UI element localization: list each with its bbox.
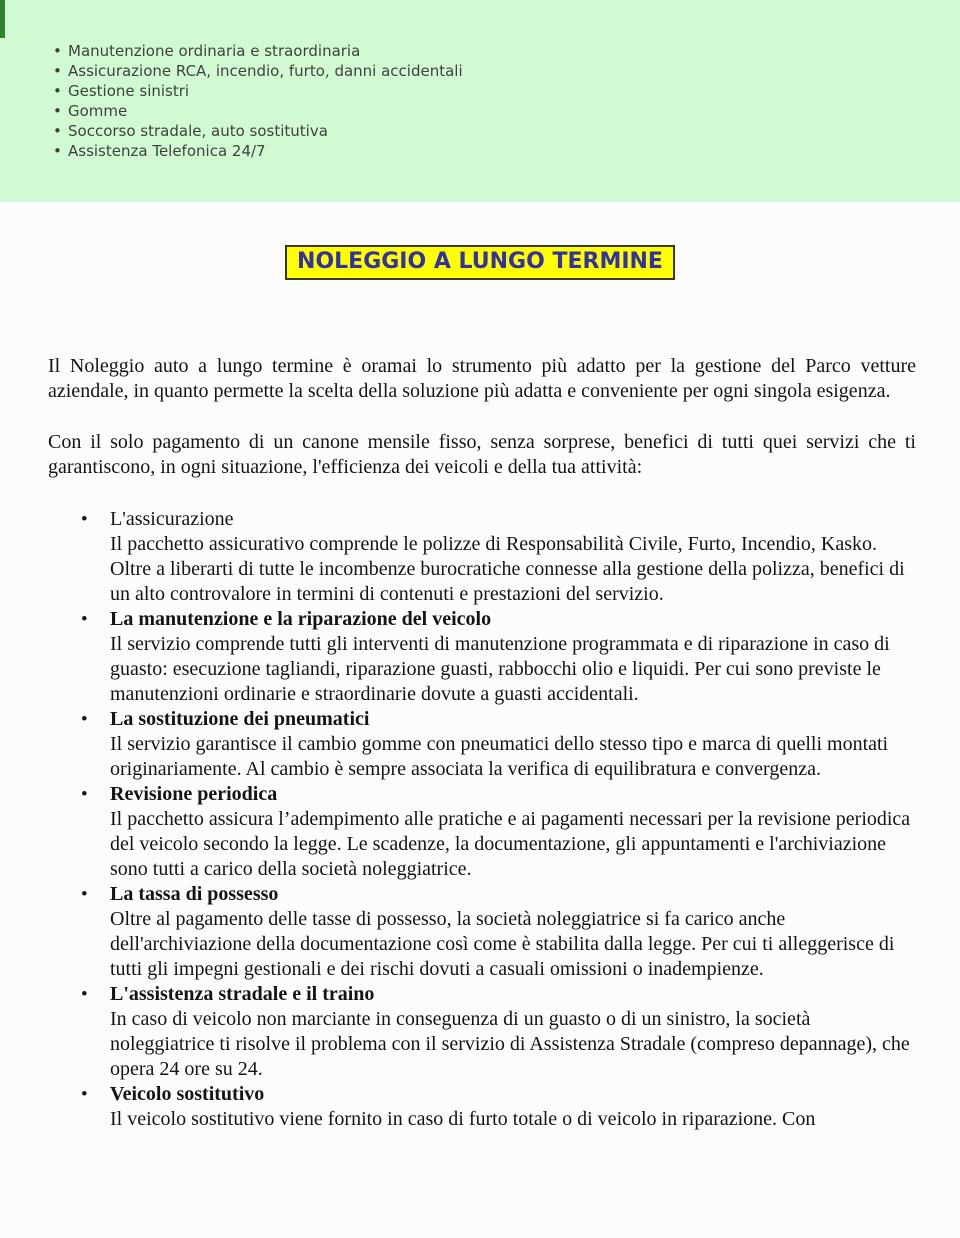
benefit-description: Il pacchetto assicurativo comprende le polizze di Responsabilità Civile, Furto, Incendio, Kasko. Oltre a liberarti di tutte le incombenze burocratiche connesse alla gestione della polizza, benefici di un alto controvalore in termini di contenuti e prestazioni del servizio. (110, 533, 905, 605)
intro-paragraph-2: Con il solo pagamento di un canone mensile fisso, senza sorprese, benefici di tutti quei servizi che ti garantiscono, in ogni situazione, l'efficienza dei veicoli e della tua attività: (48, 431, 916, 478)
benefit-item (110, 782, 916, 882)
benefits-list (48, 507, 916, 1132)
service-item: • Manutenzione ordinaria e straordinaria (68, 41, 960, 61)
benefit-title: • L'assicurazione (110, 508, 234, 530)
benefit-title: • La sostituzione dei pneumatici (110, 708, 370, 730)
benefit-description: Il veicolo sostitutivo viene fornito in caso di furto totale o di veicolo in riparazione. Con (110, 1108, 816, 1130)
corner-accent-bar (0, 0, 5, 38)
benefit-item (110, 982, 916, 1082)
service-item: • Gestione sinistri (68, 81, 960, 101)
services-banner (0, 0, 960, 202)
benefit-item (110, 882, 916, 982)
benefit-item (110, 507, 916, 607)
page-title: NOLEGGIO A LUNGO TERMINE (285, 245, 675, 280)
benefit-description: Il pacchetto assicura l’adempimento alle pratiche e ai pagamenti necessari per la revisione periodica del veicolo secondo la legge. Le scadenze, la documentazione, gli appuntamenti e l'archiviazione sono tutti a carico della società noleggiatrice. (110, 808, 911, 880)
benefit-description: In caso di veicolo non marciante in conseguenza di un guasto o di un sinistro, la società noleggiatrice ti risolve il problema con il servizio di Assistenza Stradale (compreso depannage), che opera 24 ore su 24. (110, 1008, 910, 1080)
benefit-item (110, 607, 916, 707)
services-list (0, 0, 960, 161)
benefit-description: Il servizio garantisce il cambio gomme con pneumatici dello stesso tipo e marca di quelli montati originariamente. Al cambio è sempre associata la verifica di equilibratura e convergenza. (110, 733, 889, 780)
main-content (0, 354, 960, 1132)
benefit-title: • L'assistenza stradale e il traino (110, 983, 375, 1005)
service-item: • Gomme (68, 101, 960, 121)
benefit-description: Il servizio comprende tutti gli interventi di manutenzione programmata e di riparazione in caso di guasto: esecuzione tagliandi, riparazione guasti, rabbocchi olio e liquidi. Per cui sono previste le manutenzioni ordinarie e straordinarie dovute a guasti accidentali. (110, 633, 890, 705)
service-item: • Assicurazione RCA, incendio, furto, danni accidentali (68, 61, 960, 81)
benefit-title: • La manutenzione e la riparazione del veicolo (110, 608, 492, 630)
service-item: • Assistenza Telefonica 24/7 (68, 141, 960, 161)
service-item: • Soccorso stradale, auto sostitutiva (68, 121, 960, 141)
title-row (0, 202, 960, 280)
intro-paragraph-1: Il Noleggio auto a lungo termine è oramai lo strumento più adatto per la gestione del Parco vetture aziendale, in quanto permette la scelta della soluzione più adatta e conveniente per ogni singola esigenza. (48, 355, 916, 402)
benefit-title: • La tassa di possesso (110, 883, 279, 905)
benefit-item (110, 1082, 916, 1132)
benefit-description: Oltre al pagamento delle tasse di possesso, la società noleggiatrice si fa carico anche dell'archiviazione della documentazione così come è stabilita dalla legge. Per cui ti alleggerisce di tutti gli impegni gestionali e dei rischi dovuti a casuali omissioni o inadempienze. (110, 908, 895, 980)
benefit-item (110, 707, 916, 782)
benefit-title: • Revisione periodica (110, 783, 278, 805)
benefit-title: • Veicolo sostitutivo (110, 1083, 265, 1105)
